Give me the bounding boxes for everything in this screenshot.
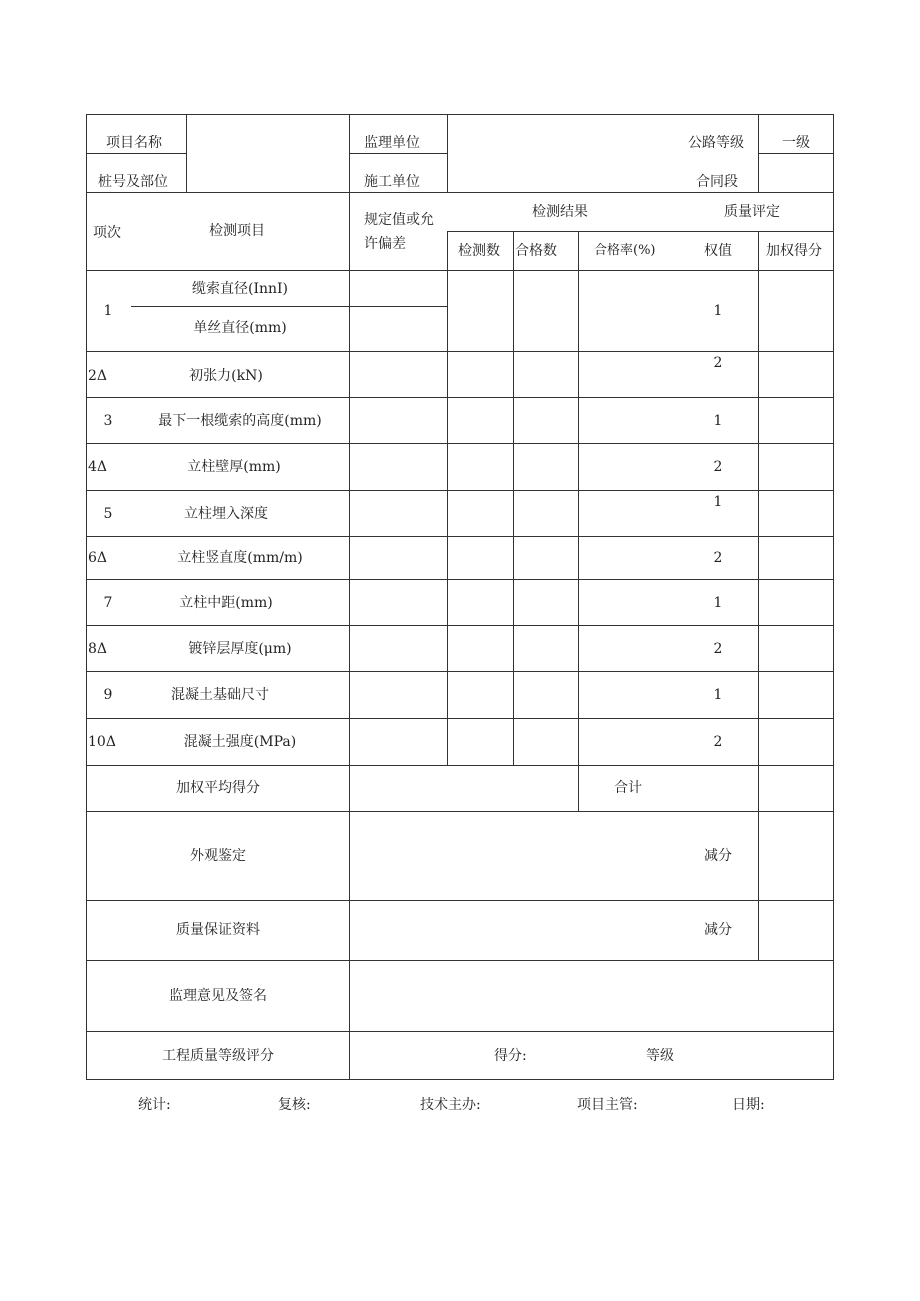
quality-docs-label: 质量保证资料 bbox=[176, 922, 260, 938]
col-weight: 权值 bbox=[704, 243, 732, 259]
col-inspection-item: 检测项目 bbox=[209, 223, 265, 239]
row-1-item2: 单丝直径(mm) bbox=[193, 320, 287, 336]
row-3-weight: 1 bbox=[713, 413, 723, 429]
footer-review: 复核: bbox=[278, 1097, 311, 1113]
signature-footer bbox=[0, 1098, 920, 1118]
docs-deduction-label: 减分 bbox=[704, 922, 732, 938]
row-8-item: 镀锌层厚度(μm) bbox=[188, 641, 292, 657]
row-6-weight: 2 bbox=[713, 550, 723, 566]
col-results: 检测结果 bbox=[532, 204, 588, 220]
row-3-item: 最下一根缆索的高度(mm) bbox=[158, 413, 322, 429]
footer-tech-head: 技术主办: bbox=[420, 1097, 481, 1113]
row-8-no: 8Δ bbox=[88, 641, 108, 657]
score-label: 得分: bbox=[494, 1048, 527, 1064]
supervision-unit-label: 监理单位 bbox=[364, 135, 420, 151]
row-9-no: 9 bbox=[103, 687, 113, 703]
row-2-item: 初张力(kN) bbox=[189, 368, 263, 384]
road-grade-value: 一级 bbox=[782, 135, 810, 151]
footer-date: 日期: bbox=[732, 1097, 765, 1113]
row-7-no: 7 bbox=[103, 595, 113, 611]
row-10-no: 10Δ bbox=[88, 734, 116, 750]
supervisor-opinion-label: 监理意见及签名 bbox=[169, 988, 267, 1004]
inspection-form bbox=[86, 114, 834, 1080]
col-count: 检测数 bbox=[458, 243, 500, 259]
row-9-weight: 1 bbox=[713, 687, 723, 703]
appearance-label: 外观鉴定 bbox=[190, 848, 246, 864]
appearance-deduction-label: 减分 bbox=[704, 848, 732, 864]
col-pass-rate: 合格率(%) bbox=[594, 243, 656, 258]
pile-label: 桩号及部位 bbox=[98, 174, 168, 190]
row-4-weight: 2 bbox=[713, 459, 723, 475]
row-8-weight: 2 bbox=[713, 641, 723, 657]
col-tolerance-line2: 许偏差 bbox=[364, 236, 406, 252]
grade-label: 等级 bbox=[646, 1048, 674, 1064]
row-9-item: 混凝土基础尺寸 bbox=[171, 687, 269, 703]
contract-section-label: 合同段 bbox=[696, 174, 738, 190]
row-4-item: 立柱壁厚(mm) bbox=[187, 459, 281, 475]
row-1-no: 1 bbox=[103, 303, 113, 319]
row-10-weight: 2 bbox=[713, 734, 723, 750]
row-5-weight: 1 bbox=[713, 494, 723, 510]
total-label: 合计 bbox=[614, 780, 642, 796]
row-5-item: 立柱埋入深度 bbox=[184, 506, 268, 522]
project-name-label: 项目名称 bbox=[106, 135, 162, 151]
row-2-no: 2Δ bbox=[88, 368, 108, 384]
row-10-item: 混凝土强度(MPa) bbox=[183, 734, 297, 750]
row-2-weight: 2 bbox=[713, 355, 723, 371]
col-tolerance-line1: 规定值或允 bbox=[364, 212, 434, 228]
col-passed: 合格数 bbox=[515, 243, 557, 259]
row-7-weight: 1 bbox=[713, 595, 723, 611]
row-6-no: 6Δ bbox=[88, 550, 108, 566]
footer-stat: 统计: bbox=[138, 1097, 171, 1113]
row-5-no: 5 bbox=[103, 506, 113, 522]
row-4-no: 4Δ bbox=[88, 459, 108, 475]
row-3-no: 3 bbox=[103, 413, 113, 429]
row-1-weight: 1 bbox=[713, 303, 723, 319]
row-7-item: 立柱中距(mm) bbox=[179, 595, 273, 611]
col-weighted-score: 加权得分 bbox=[766, 243, 822, 259]
col-item-no: 项次 bbox=[93, 225, 121, 241]
row-1-item: 缆索直径(InnI) bbox=[191, 281, 289, 297]
col-quality-eval: 质量评定 bbox=[724, 204, 780, 220]
grade-eval-label: 工程质量等级评分 bbox=[162, 1048, 274, 1064]
road-grade-label: 公路等级 bbox=[688, 135, 744, 151]
construction-unit-label: 施工单位 bbox=[364, 174, 420, 190]
row-6-item: 立柱竖直度(mm/m) bbox=[177, 550, 303, 566]
footer-project-manager: 项目主管: bbox=[577, 1097, 638, 1113]
weighted-avg-label: 加权平均得分 bbox=[176, 780, 260, 796]
